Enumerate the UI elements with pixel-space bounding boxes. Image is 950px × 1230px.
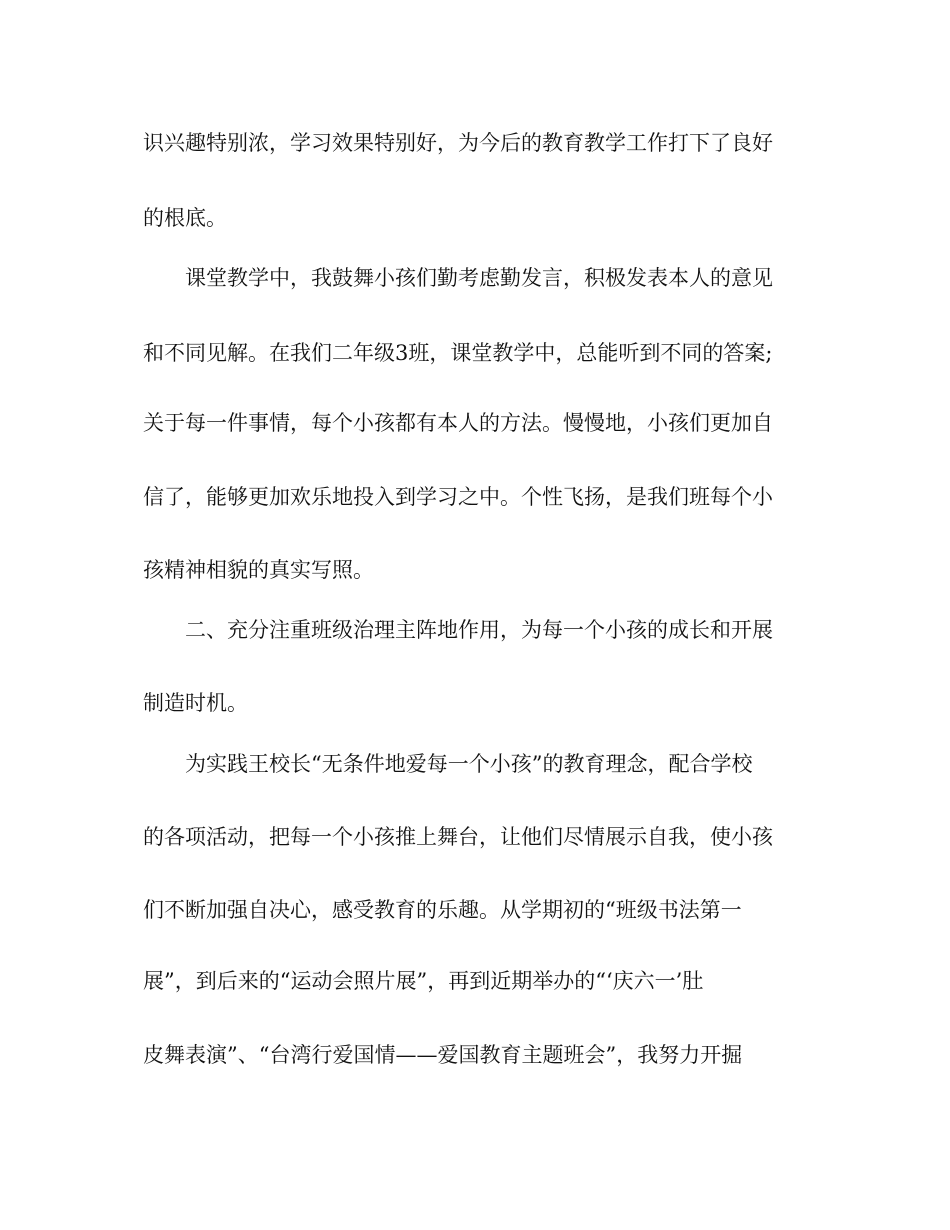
text-line: 信了，能够更加欢乐地投入到学习之中。个性飞扬，是我们班每个小 [143,485,773,509]
text-line: 和不同见解。在我们二年级3班，课堂教学中，总能听到不同的答案; [143,341,773,365]
text-line: 制造时机。 [143,691,248,715]
text-line: 孩精神相貌的真实写照。 [143,558,374,582]
paragraph-first-line: 课堂教学中，我鼓舞小孩们勤考虑勤发言，积极发表本人的意见 [185,266,773,290]
text-line: 关于每一件事情，每个小孩都有本人的方法。慢慢地，小孩们更加自 [143,411,773,435]
section-heading-line: 二、充分注重班级治理主阵地作用，为每一个小孩的成长和开展 [185,618,773,642]
text-line: 的各项活动，把每一个小孩推上舞台，让他们尽情展示自我，使小孩 [143,825,773,849]
text-line: 们不断加强自决心，感受教育的乐趣。从学期初的“班级书法第一 [143,898,742,922]
text-line: 皮舞表演”、“台湾行爱国情——爱国教育主题班会”，我努力开掘 [143,1043,743,1067]
paragraph-first-line: 为实践王校长“无条件地爱每一个小孩”的教育理念，配合学校 [185,752,753,776]
text-line: 识兴趣特别浓，学习效果特别好，为今后的教育教学工作打下了良好 [143,131,773,155]
text-line: 展”，到后来的“运动会照片展”，再到近期举办的“‘庆六一’肚 [143,969,704,993]
text-line: 的根底。 [143,206,227,230]
